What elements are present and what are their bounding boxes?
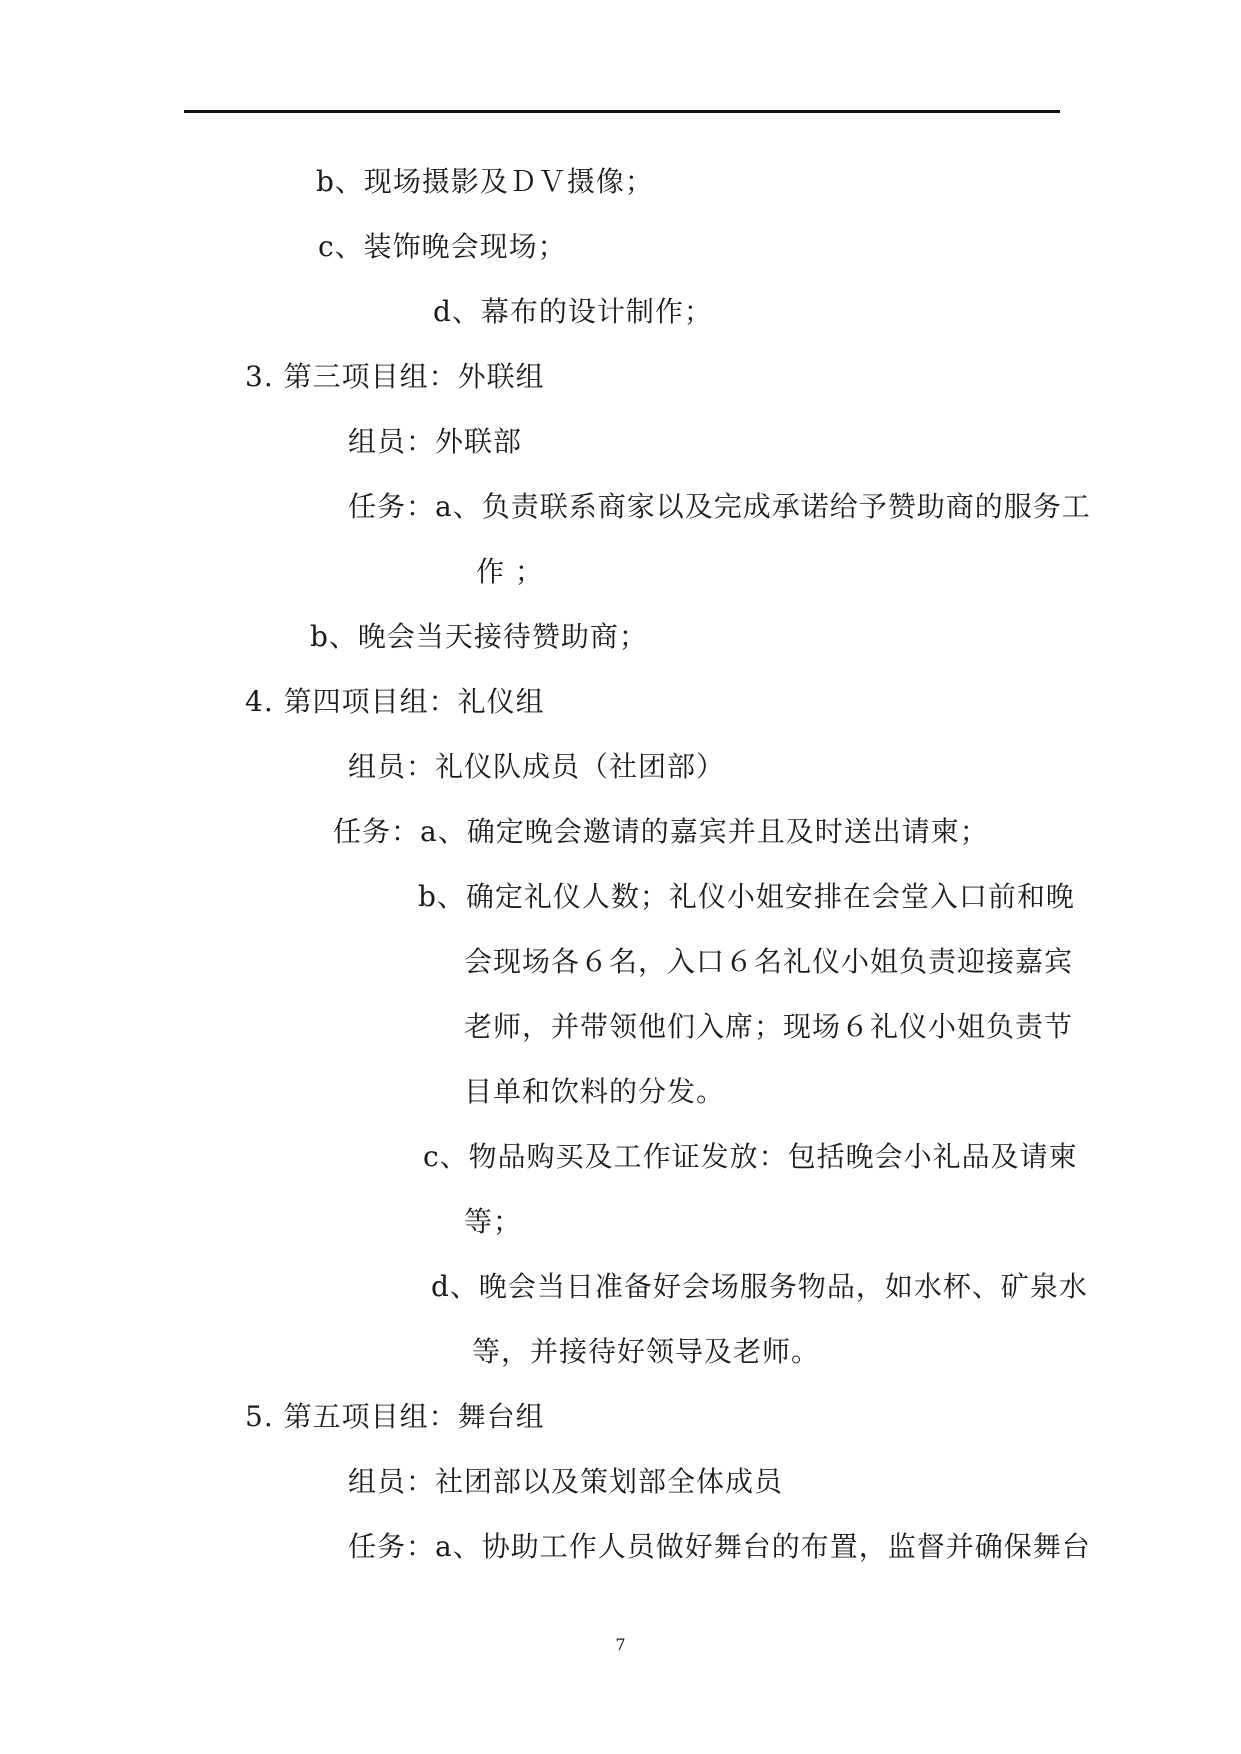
- text-line-10: 组员：礼仪队成员（社团部）: [348, 750, 726, 783]
- text-line-6: 任务：a、负责联系商家以及完成承诺给予赞助商的服务工: [348, 490, 1091, 523]
- text-line-5: 组员：外联部: [348, 425, 523, 458]
- text-line-3: d、幕布的设计制作；: [433, 295, 713, 328]
- page-number: 7: [615, 1635, 626, 1654]
- text-line-7: 作 ；: [476, 555, 544, 588]
- section-heading-5: 5. 第五项目组：舞台组: [245, 1400, 545, 1433]
- text-line-14: 老师，并带领他们入席；现场６礼仪小姐负责节: [464, 1010, 1074, 1043]
- text-line-1: b、现场摄影及ＤＶ摄像；: [316, 165, 654, 198]
- text-line-18: d、晚会当日准备好会场服务物品，如水杯、矿泉水: [431, 1270, 1088, 1303]
- section-heading-3: 3. 第三项目组：外联组: [245, 360, 545, 393]
- text-line-17: 等；: [464, 1205, 523, 1238]
- text-line-22: 任务：a、协助工作人员做好舞台的布置，监督并确保舞台: [348, 1530, 1091, 1563]
- text-line-16: c、物品购买及工作证发放：包括晚会小礼品及请柬: [423, 1140, 1078, 1173]
- text-line-21: 组员：社团部以及策划部全体成员: [348, 1465, 784, 1498]
- text-line-15: 目单和饮料的分发。: [464, 1075, 726, 1108]
- text-line-19: 等，并接待好领导及老师。: [472, 1335, 821, 1368]
- section-heading-4: 4. 第四项目组：礼仪组: [245, 685, 545, 718]
- header-rule: [184, 110, 1060, 113]
- text-line-11: 任务：a、确定晚会邀请的嘉宾并且及时送出请柬；: [333, 815, 989, 848]
- text-line-13: 会现场各６名，入口６名礼仪小姐负责迎接嘉宾: [464, 945, 1074, 978]
- text-line-12: b、确定礼仪人数；礼仪小姐安排在会堂入口前和晚: [418, 880, 1075, 913]
- text-line-2: c、装饰晚会现场；: [318, 230, 567, 263]
- text-line-8: b、晚会当天接待赞助商；: [310, 620, 648, 653]
